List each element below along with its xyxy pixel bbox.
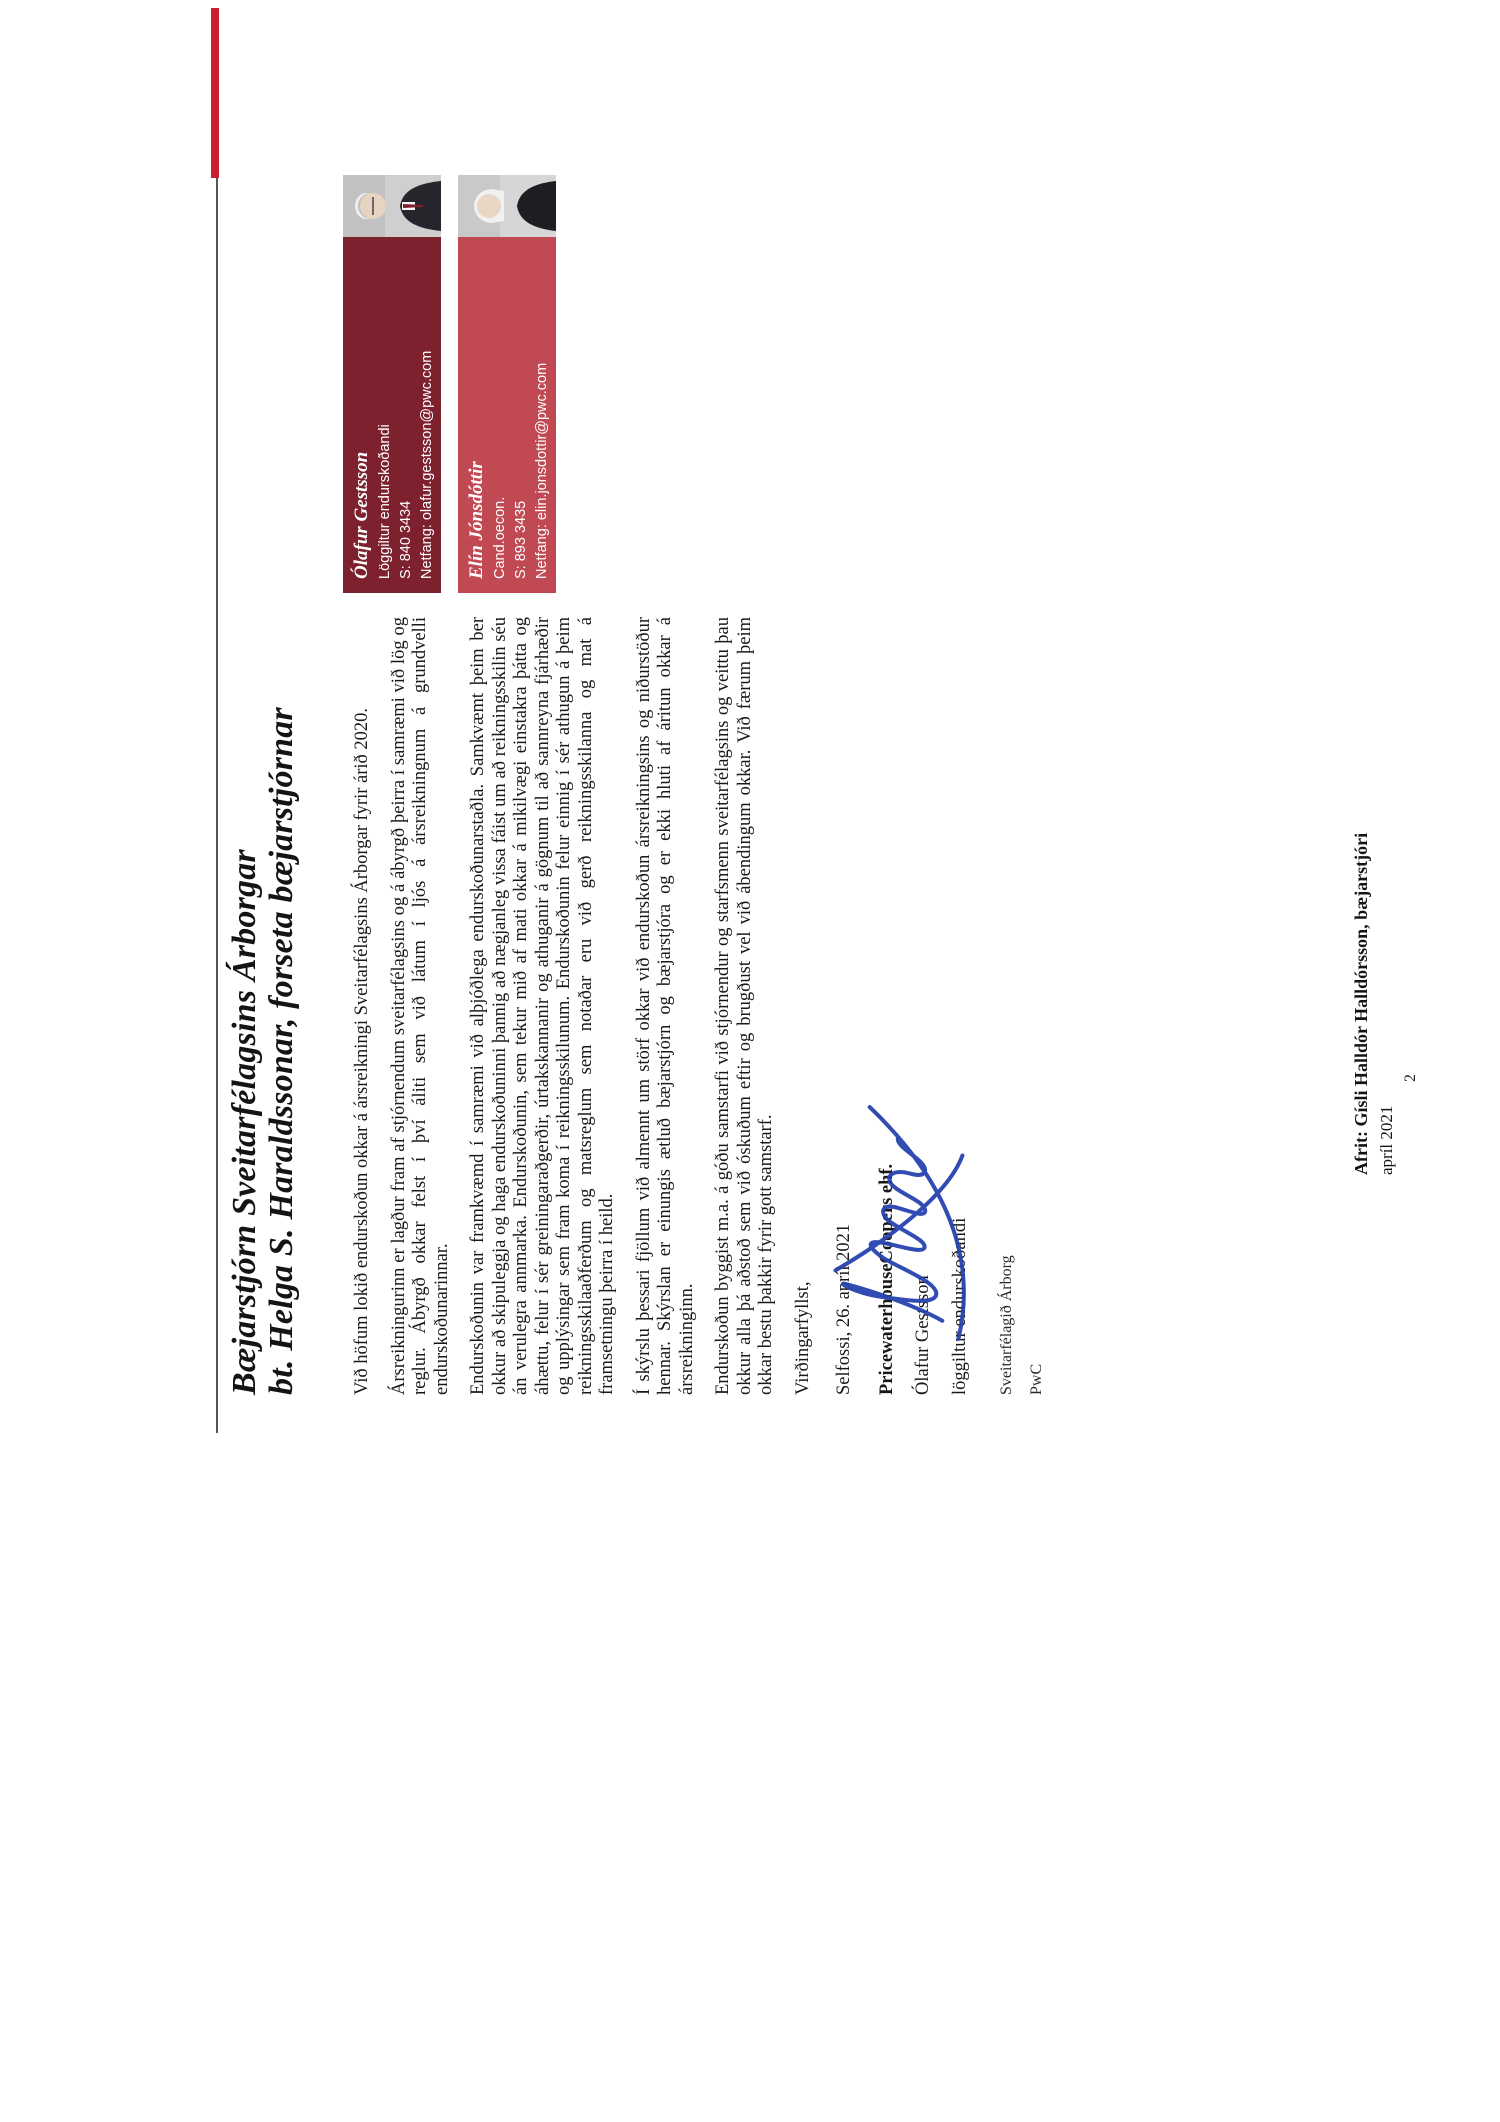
page-number: 2 [1402, 1074, 1419, 1082]
signature-block [877, 617, 972, 1395]
page-title: Bæjarstjórn Sveitarfélagsins Árborgar [226, 849, 263, 1395]
footer-organization: Sveitarfélagið Árborg [998, 1255, 1015, 1395]
contact-card-elin [458, 175, 556, 593]
contact-photo-elin [458, 175, 556, 237]
contact-cards [343, 175, 573, 593]
header-rule [216, 177, 218, 1433]
copy-to-block [1350, 833, 1397, 1175]
paragraph-2: Ársreikningurinn er lagður fram af stjórnendum sveitarfélagsins og á ábyrgð þeirra í samræmi við lög og reglur. Ábyrgð okkar felst í því áliti sem við látum í ljós á ársreikningnum á grundvelli endurskoðunarinnar. [388, 617, 452, 1395]
signer-title: löggiltur endurskoðandi [949, 1217, 970, 1395]
contact-role: Cand.oecon. [492, 496, 508, 579]
page-subtitle: bt. Helga S. Haraldssonar, forseta bæjarstjórnar [263, 707, 300, 1395]
paragraph-5: Endurskoðun byggist m.a. á góðu samstarfi við stjórnendur og starfsmenn sveitarfélagsins og veittu þau okkur alla þá aðstoð sem við óskuðum eftir og brugðust vel við ábendingum okkar. Við færum þeim okkar bestu þakkir fyrir gott samstarf. [713, 617, 776, 1395]
signer-name: Ólafur Gestsson [913, 1275, 933, 1395]
contact-role: Löggiltur endurskoðandi [377, 424, 393, 579]
company-name: PricewaterhouseCoopers ehf. [876, 1163, 897, 1395]
contact-card-text [343, 237, 441, 593]
slide-footer [997, 617, 1046, 1395]
footer-brand: PwC [1028, 1363, 1045, 1395]
contact-email: Netfang: elin.jonsdottir@pwc.com [534, 362, 550, 579]
contact-name: Ólafur Gestsson [351, 451, 372, 579]
contact-phone: S: 893 3435 [513, 500, 529, 579]
contact-name: Elín Jónsdóttir [466, 461, 487, 579]
contact-photo-olafur [343, 175, 441, 237]
place-and-date: Selfossi, 26. apríl 2021 [834, 1223, 854, 1395]
closing-salutation: Virðingarfyllst, [792, 1281, 813, 1395]
header-rule-accent [211, 8, 219, 178]
contact-email: Netfang: olafur.gestsson@pwc.com [419, 350, 435, 579]
paragraph-1: Við höfum lokið endurskoðun okkar á ársreikningi Sveitarfélagsins Árborgar fyrir árið 2020. [352, 707, 372, 1395]
paragraph-4: Í skýrslu þessari fjöllum við almennt um störf okkar við endurskoðun ársreikningsins og niðurstöður hennar. Skýrslan er einungis ætluð bæjarstjórn og bæjarstjóra og er ekki hluti af áritun okkar á ársreikninginn. [633, 617, 697, 1395]
copy-to-date: apríl 2021 [1377, 1105, 1396, 1175]
contact-card-text [458, 237, 556, 593]
copy-to-line: Afrit: Gísli Halldór Halldórsson, bæjarstjóri [1351, 832, 1371, 1175]
paragraph-3: Endurskoðunin var framkvæmd í samræmi við alþjóðlega endurskoðunarstaðla. Samkvæmt þeim ber okkur að skipuleggja og haga endurskoðuninni þannig að nægjanleg vissa fáist um að reikningsskilin séu án verulegra annmarka. Endurskoðunin, sem tekur mið af mati okkar á mikilvægi einstakra þátta og áhættu, felur í sér greiningaraðgerðir, úrtakskannanir og athuganir á gögnum til að sannreyna fjárhæðir og upplýsingar sem fram koma í reikningsskilunum. Endurskoðunin felur einnig í sér athugun á þeim reikningsskilaaðferðum og matsreglum sem notaðar eru við gerð reikningsskilanna og mat á framsetningu þeirra í heild. [468, 617, 617, 1395]
letter-body [352, 617, 1046, 1395]
letter-heading [226, 707, 300, 1395]
contact-card-olafur [343, 175, 441, 593]
contact-phone: S: 840 3434 [398, 500, 414, 579]
